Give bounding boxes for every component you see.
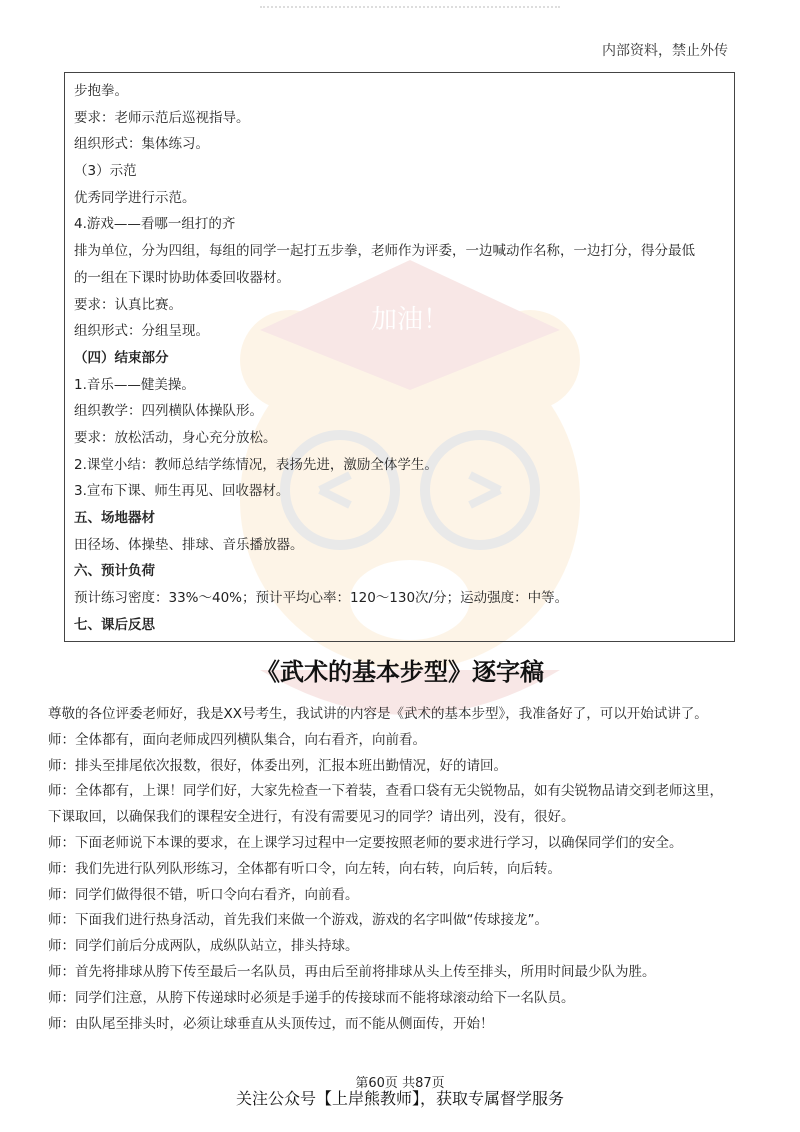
script-line: 师：同学们注意，从胯下传递球时必须是手递手的传接球而不能将球滚动给下一名队员。 [48, 989, 575, 1006]
script-line: 师：全体都有，面向老师成四列横队集合，向右看齐，向前看。 [48, 731, 426, 748]
section-heading: 六、预计负荷 [74, 563, 155, 580]
lesson-plan-lines [74, 78, 724, 638]
lesson-line: 的一组在下课时协助体委回收器材。 [74, 269, 290, 286]
script-line: 师：同学们做得很不错，听口令向右看齐，向前看。 [48, 886, 359, 903]
watermark-hat-text: 加油！ [370, 305, 450, 335]
lesson-line: （3）示范 [74, 163, 137, 180]
script-line: 师：下面老师说下本课的要求，在上课学习过程中一定要按照老师的要求进行学习，以确保同学们的安全。 [48, 834, 683, 851]
lesson-line: 4.游戏——看哪一组打的齐 [74, 216, 236, 233]
script-line: 师：全体都有，上课！同学们好，大家先检查一下着装，查看口袋有无尖锐物品，如有尖锐物品请交到老师这里， [48, 783, 723, 800]
lesson-line: 组织形式：分组呈现。 [74, 323, 209, 340]
script-line: 师：排头至排尾依次报数，很好，体委出列，汇报本班出勤情况，好的请回。 [48, 757, 507, 774]
confidential-note: 内部资料，禁止外传 [602, 43, 728, 59]
lesson-line: 排为单位，分为四组，每组的同学一起打五步拳，老师作为评委，一边喊动作名称，一边打分，得分最低 [74, 243, 695, 260]
script-line: 师：由队尾至排头时，必须让球垂直从头顶传过，而不能从侧面传，开始！ [48, 1015, 494, 1032]
lesson-line: 要求：认真比赛。 [74, 296, 182, 313]
script-line: 下课取回，以确保我们的课程安全进行，有没有需要见习的同学？请出列，没有，很好。 [48, 809, 575, 826]
lesson-line: 要求：老师示范后巡视指导。 [74, 109, 250, 126]
page-number: 第60页 共87页 [355, 1076, 445, 1091]
footer-note: 关注公众号【上岸熊教师】，获取专属督学服务 [235, 1089, 564, 1108]
lesson-line: 优秀同学进行示范。 [74, 189, 196, 206]
lesson-line: 组织教学：四列横队体操队形。 [74, 403, 263, 420]
script-line: 师：我们先进行队列队形练习，全体都有听口令，向左转，向右转，向后转，向后转。 [48, 860, 561, 877]
lesson-line: 步抱拳。 [74, 83, 128, 99]
section-heading: 七、课后反思 [74, 616, 155, 633]
script-line: 师：首先将排球从胯下传至最后一名队员，再由后至前将排球从头上传至排头，所用时间最少队为胜。 [48, 963, 656, 980]
lesson-line: 预计练习密度：33%～40%；预计平均心率：120～130次/分；运动强度：中等。 [74, 590, 569, 607]
section-heading: （四）结束部分 [74, 349, 169, 366]
script-line: 师：下面我们进行热身活动，首先我们来做一个游戏，游戏的名字叫做“传球接龙”。 [48, 912, 548, 929]
section-heading: 五、场地器材 [74, 510, 155, 526]
lesson-line: 组织形式：集体练习。 [74, 136, 209, 153]
section-title: 《武术的基本步型》逐字稿 [256, 658, 544, 686]
top-header-remnant [260, 6, 560, 18]
lesson-line: 田径场、体操垫、排球、音乐播放器。 [74, 536, 304, 553]
script-line: 尊敬的各位评委老师好，我是XX号考生，我试讲的内容是《武术的基本步型》，我准备好了，可以开始试讲了。 [48, 706, 708, 722]
lesson-line: 要求：放松活动，身心充分放松。 [74, 429, 277, 446]
script-line: 师：同学们前后分成两队，成纵队站立，排头持球。 [48, 938, 359, 955]
script-lines [48, 702, 768, 1037]
lesson-line: 1.音乐——健美操。 [74, 376, 195, 393]
lesson-line: 2.课堂小结：教师总结学练情况，表扬先进，激励全体学生。 [74, 456, 438, 473]
lesson-line: 3.宣布下课、师生再见、回收器材。 [74, 483, 290, 500]
